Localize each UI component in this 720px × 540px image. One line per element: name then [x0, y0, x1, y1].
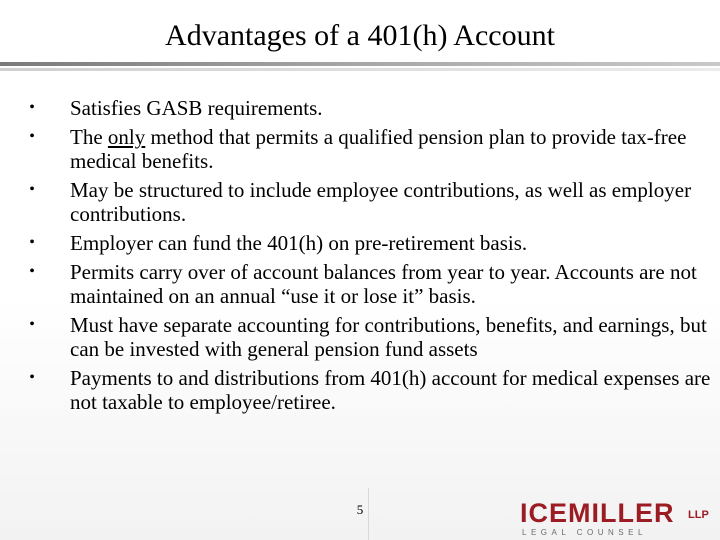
bullet-text: Payments to and distributions from 401(h) account for medical expenses are not taxable to employee/retiree.: [70, 366, 711, 414]
bullet-item: [24, 366, 714, 414]
bullet-icon: •: [29, 128, 35, 145]
bullet-emphasis: only: [107, 125, 146, 149]
bullet-text: Permits carry over of account balances from year to year. Accounts are not maintained on an annual “use it or lose it” basis.: [70, 260, 697, 308]
bullet-text: Employer can fund the 401(h) on pre-retirement basis.: [70, 231, 528, 255]
bullet-text: May be structured to include employee contributions, as well as employer contributions.: [70, 178, 692, 226]
bullet-icon: •: [29, 234, 35, 251]
bullet-icon: •: [29, 263, 35, 280]
slide-title: Advantages of a 401(h) Account: [165, 19, 555, 52]
page-number: 5: [356, 502, 364, 517]
bullet-text-rest: method that permits a qualified pension plan to provide tax-free medical benefits.: [70, 125, 687, 173]
bullet-item: [24, 231, 714, 255]
bullet-list: [24, 96, 714, 419]
logo-suffix: LLP: [688, 509, 709, 521]
logo-wordmark: ICEMILLER: [520, 498, 675, 528]
bullet-icon: •: [29, 369, 35, 386]
title-rule: [0, 62, 720, 66]
logo-tagline: LEGAL COUNSEL: [522, 528, 647, 537]
bullet-item: [24, 178, 714, 226]
bullet-text: Satisfies GASB requirements.: [70, 96, 323, 120]
title-rule-secondary: [0, 68, 720, 71]
bullet-icon: •: [29, 316, 35, 333]
bullet-text: The: [70, 125, 108, 149]
bullet-item: [24, 313, 714, 361]
bullet-icon: •: [29, 99, 35, 116]
bullet-icon: •: [29, 181, 35, 198]
ice-miller-logo: [520, 498, 716, 538]
bullet-item: [24, 260, 714, 308]
bullet-item: [24, 125, 714, 173]
bullet-item: [24, 96, 714, 120]
bullet-text: Must have separate accounting for contributions, benefits, and earnings, but can be invested with general pension fund assets: [70, 313, 707, 361]
